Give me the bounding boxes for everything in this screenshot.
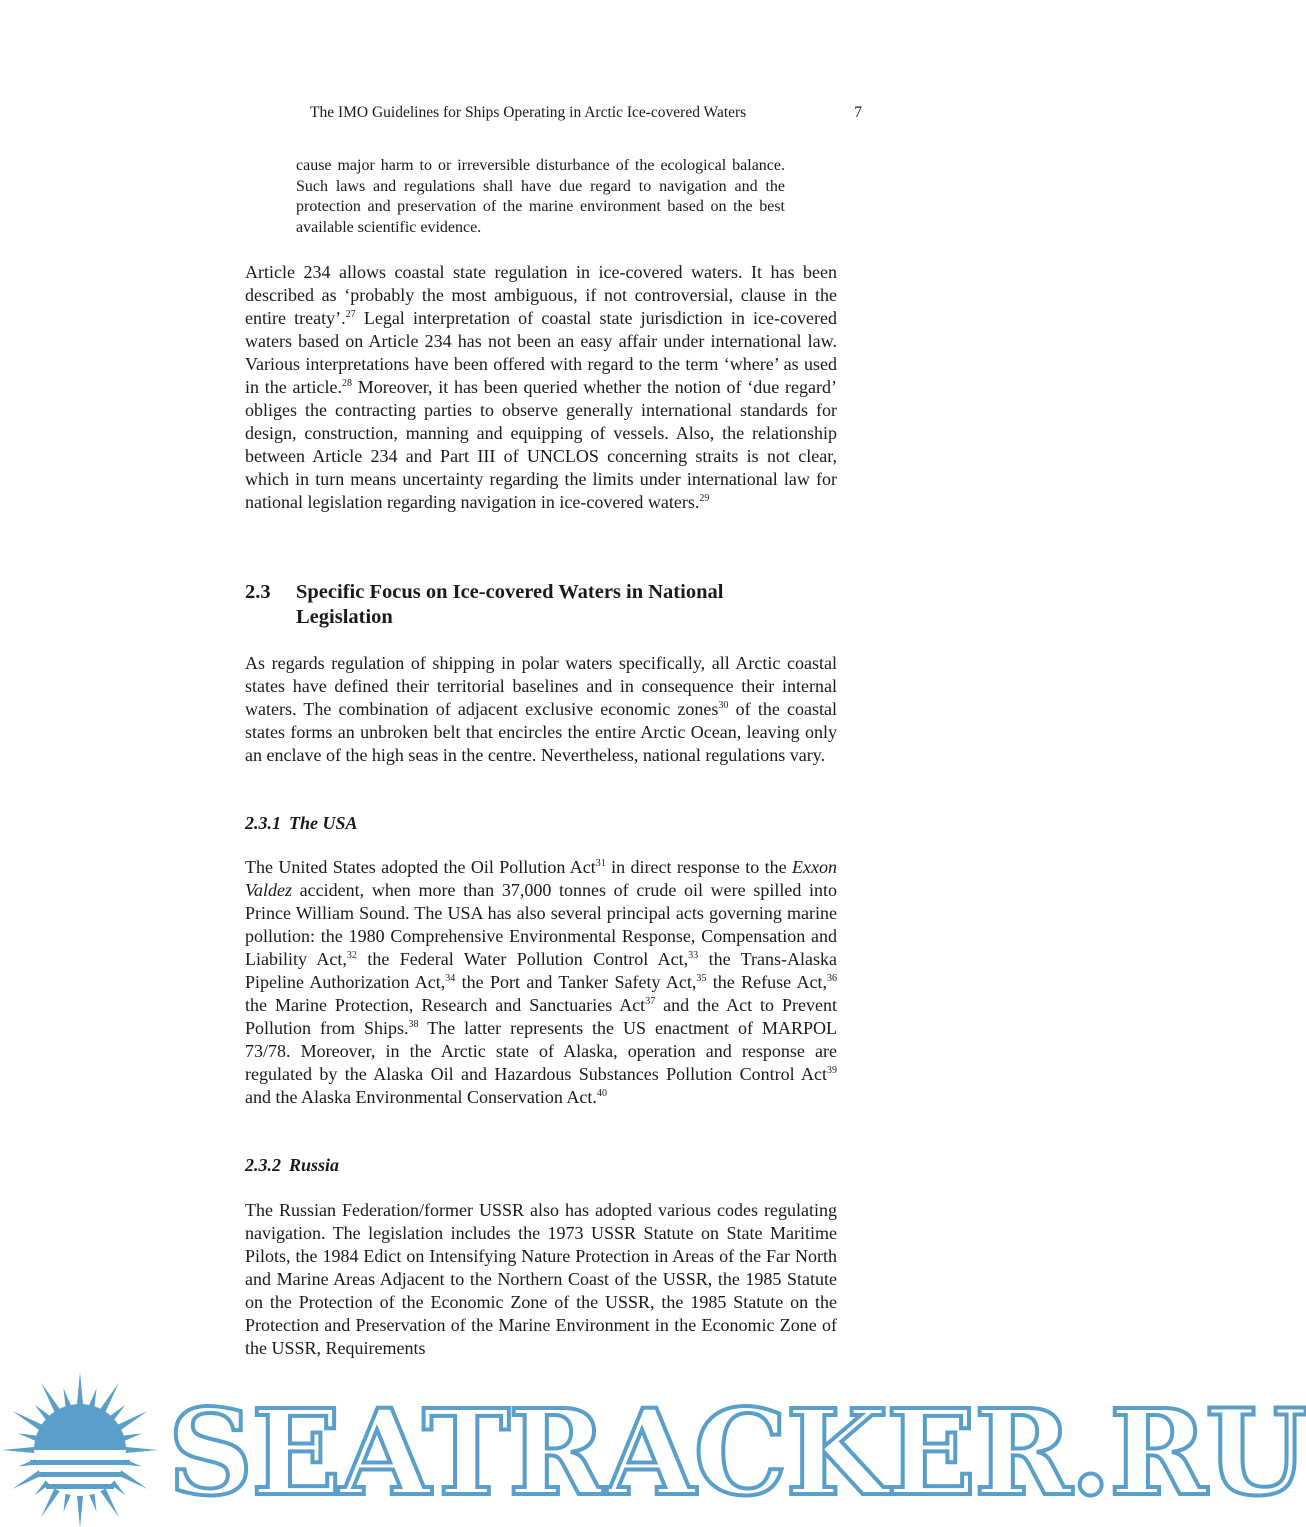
section-number: 2.3 [245,581,271,603]
text-run: Moreover, it has been queried whether the notion of ‘due regard’ obliges the contracting parties to observe generally international standards for design, construction, manning and equipping of vessels. Also, the relationship between Article 234 and Part III of UNCLOS concerning straits is not clear, which in turn means uncertainty regarding the limits under international law for national legislation regarding navigation in ice-covered waters. [245,377,837,512]
text-run: the Marine Protection, Research and Sanctuaries Act [245,995,646,1015]
footnote-ref: 34 [445,973,456,984]
text-run: Article 234 allows coastal state regulation in ice-covered waters. It has been described as ‘probably the most ambiguous, if not controversial, clause in the entire treaty’. [245,262,837,328]
subheading-usa [245,812,358,834]
text-run: and the Alaska Environmental Conservation Act. [245,1087,597,1107]
section-heading-2-3 [245,580,837,630]
paragraph-article-234 [245,261,837,514]
footnote-ref: 35 [696,973,707,984]
paragraph-polar-regulation [245,652,837,767]
footnote-ref: 32 [346,950,357,961]
text-run: in direct response to the [605,857,793,877]
running-head [310,104,862,122]
watermark-text: SEATRACKER.RU [168,1383,1306,1522]
text-run: The United States adopted the Oil Pollution Act [245,857,596,877]
watermark-banner [0,1368,1306,1527]
footnote-ref: 31 [595,858,606,869]
footnote-ref: 39 [827,1065,837,1076]
subheading-russia [245,1154,339,1176]
footnote-ref: 38 [408,1019,419,1030]
footnote-ref: 37 [645,996,656,1007]
text-run: The latter represents the US enactment of MARPOL 73/78. Moreover, in the Arctic state of Alaska, operation and response are regulated by the Alaska Oil and Hazardous Substances Pollution Control Act [245,1018,837,1084]
footnote-ref: 30 [718,700,729,711]
paragraph-russia: The Russian Federation/former USSR also has adopted various codes regulating navigation. The legislation includes the 1973 USSR Statute on State Maritime Pilots, the 1984 Edict on Intensifying Nature Protection in Areas of the Far North and Marine Areas Adjacent to the Northern Coast of the USSR, the 1985 Statute on the Protection of the Economic Zone of the USSR, the 1985 Statute on the Protection and Preservation of the Marine Environment in the Economic Zone of the USSR, Requirements [245,1200,837,1358]
text-run: the Refuse Act, [706,972,827,992]
text-run: Legal interpretation of coastal state jurisdiction in ice-covered waters based on Article 234 has not been an easy affair under international law. Various interpretations have been offered with regard to the term ‘where’ as used in the article. [245,308,837,397]
footnote-ref: 29 [699,493,710,504]
subsection-number: 2.3.1 [245,813,281,833]
footnote-ref: 36 [826,973,837,984]
text-run: accident, when more than 37,000 tonnes of crude oil were spilled into Prince William Sound. The USA has also several principal acts governing marine pollution: the 1980 Comprehensive Environmental Response, Compensation and Liability Act, [245,880,837,969]
text-run: As regards regulation of shipping in polar waters specifically, all Arctic coastal states have defined their territorial baselines and in consequence their internal waters. The combination of adjacent exclusive economic zones [245,653,837,719]
text-run: the Federal Water Pollution Control Act, [356,949,689,969]
subsection-title: Russia [289,1155,340,1175]
block-quote: cause major harm to or irreversible disturbance of the ecological balance. Such laws and regulations shall have due regard to navigation and the protection and preservation of the marine environment based on the best available scientific evidence. [296,157,785,236]
running-title: The IMO Guidelines for Ships Operating in Arctic Ice-covered Waters [310,104,747,121]
text-run: and the Act to Prevent Pollution from Ships. [245,995,837,1038]
footnote-ref: 33 [688,950,699,961]
footnote-ref: 40 [596,1088,607,1099]
text-run: the Port and Tanker Safety Act, [455,972,697,992]
footnote-ref: 28 [341,378,352,389]
section-title: Specific Focus on Ice-covered Waters in National Legislation [296,581,724,628]
page-number: 7 [854,104,862,121]
text-run: the Trans-Alaska Pipeline Authorization Act, [245,949,837,992]
text-run: of the coastal states forms an unbroken belt that encircles the entire Arctic Ocean, leaving only an enclave of the high seas in the centre. Nevertheless, national regulations vary. [245,699,837,765]
subsection-title: The USA [289,813,358,833]
italic-vessel-name: Exxon Valdez [245,857,838,900]
footnote-ref: 27 [345,309,356,320]
paragraph-usa [245,856,837,1109]
sun-logo-icon [0,1368,170,1527]
subsection-number: 2.3.2 [245,1155,281,1175]
